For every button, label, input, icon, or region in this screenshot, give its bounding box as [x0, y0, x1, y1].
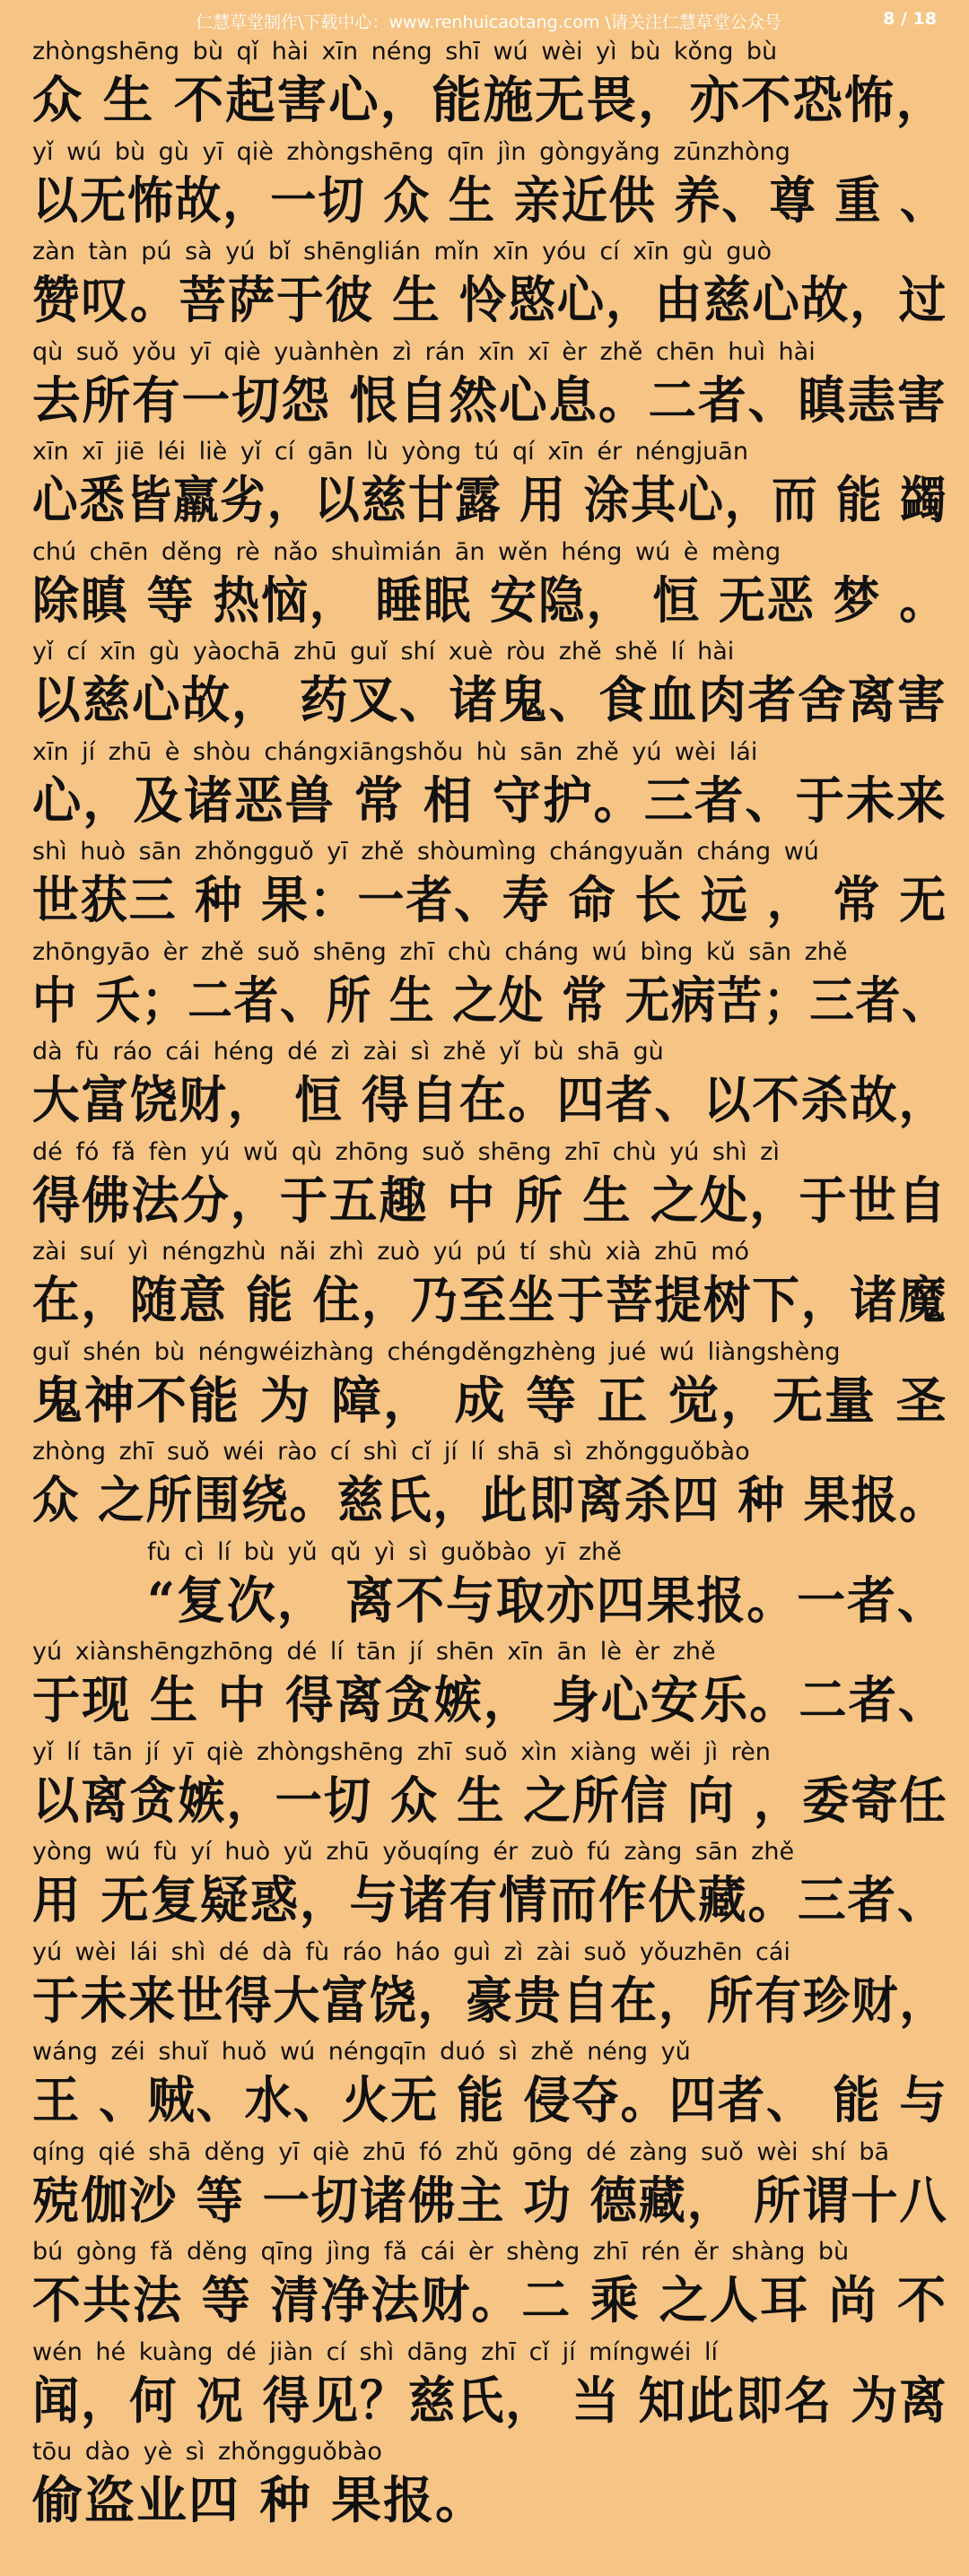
text-line: [32, 436, 947, 536]
chinese-line: 世获三 种 果：一者、寿 命 长 远 ， 常 无: [32, 871, 947, 930]
chinese-line: 心，及诸恶兽 常 相 守护。三者、于未来: [32, 770, 947, 831]
pinyin-line: fù cì lí bù yǔ qǔ yì sì guǒbào yī zhě: [147, 1537, 622, 1566]
chinese-line: 王 、贼、水、火无 能 侵夺。四者、 能 与: [32, 2071, 948, 2130]
chinese-line: 众 生 不起害心，能施无畏，亦不恐怖，: [32, 71, 947, 130]
chinese-line: 去所有一切怨 恨自然心息。二者、瞋恚害: [32, 370, 947, 431]
chinese-line: 于现 生 中 得离贪嫉， 身心安乐。二者、: [32, 1671, 947, 1730]
pinyin-line: yú xiànshēngzhōng dé lí tān jí shēn xīn ān lè èr zhě: [32, 1638, 716, 1666]
page-number: 8 / 18: [883, 9, 937, 29]
text-line: [32, 2436, 944, 2537]
text-line: [32, 336, 947, 437]
chinese-line: 殑伽沙 等 一切诸佛主 功 德藏， 所谓十八: [32, 2171, 948, 2231]
chinese-line: 以离贪嫉，一切 众 生 之所信 向 ，委寄任: [32, 1771, 948, 1831]
pinyin-line: yǐ wú bù gù yī qiè zhòngshēng qīn jìn gòngyǎng zūnzhòng: [32, 137, 790, 166]
pinyin-line: yǐ cí xīn gù yàochā zhū guǐ shí xuè ròu zhě shě lí hài: [32, 638, 735, 666]
text-line: [32, 2337, 948, 2437]
text-line: [32, 1436, 947, 1536]
chinese-line: 以无怖故，一切 众 生 亲近供 养、尊 重 、: [32, 170, 947, 231]
pinyin-line: dà fù ráo cái héng dé zì zài sì zhě yǐ bù shā gù: [32, 1038, 664, 1066]
pinyin-line: zhōngyāo èr zhě suǒ shēng zhī chù cháng wú bìng kǔ sān zhě: [32, 937, 848, 966]
pinyin-line: zhòng zhī suǒ wéi rào cí shì cǐ jí lí shā sì zhǒngguǒbào: [32, 1438, 750, 1466]
text-line: [32, 1136, 947, 1237]
text-line: [32, 1636, 947, 1736]
pinyin-line: wáng zéi shuǐ huǒ wú néngqīn duó sì zhě néng yǔ: [32, 2038, 691, 2066]
text-line: [32, 36, 947, 136]
pinyin-line: shì huò sān zhǒngguǒ yī zhě shòumìng chángyuǎn cháng wú: [32, 838, 819, 866]
chinese-line: “复次， 离不与取亦四果报。一者、: [147, 1571, 947, 1631]
pinyin-line: qù suǒ yǒu yī qiè yuànhèn zì rán xīn xī èr zhě chēn huì hài: [32, 337, 816, 366]
chinese-line: 不共法 等 清净法财。二 乘 之人耳 尚 不: [32, 2271, 947, 2330]
text-line: [32, 736, 947, 837]
source-credit: 仁慧草堂制作\下载中心：www.renhuicaotang.com \请关注仁慧草堂公众号: [196, 13, 781, 32]
text-line: [32, 1736, 948, 1837]
text-line: [32, 2036, 948, 2137]
text-line: [32, 2137, 948, 2237]
pinyin-line: yú wèi lái shì dé dà fù ráo háo guì zì zài suǒ yǒuzhēn cái: [32, 1937, 790, 1966]
text-line: [32, 1936, 947, 2037]
text-line: [32, 136, 947, 237]
text-line: [32, 1336, 948, 1437]
chinese-line: 得佛法分，于五趣 中 所 生 之处，于世自: [32, 1171, 947, 1231]
pinyin-line: yǐ lí tān jí yī qiè zhòngshēng zhī suǒ xìn xiàng wěi jì rèn: [32, 1737, 771, 1766]
pinyin-line: zàn tàn pú sà yú bǐ shēnglián mǐn xīn yóu cí xīn gù guò: [32, 238, 773, 265]
page-header: [0, 0, 969, 39]
text-line: [32, 2236, 947, 2337]
chinese-line: 鬼神不能 为 障， 成 等 正 觉，无量 圣: [32, 1371, 948, 1431]
chinese-line: 除瞋 等 热恼， 睡眠 安隐， 恒 无恶 梦 。: [32, 570, 947, 631]
text-line: [32, 636, 947, 736]
text-line: [32, 1536, 947, 1637]
pinyin-line: wén hé kuàng dé jiàn cí shì dāng zhī cǐ jí míngwéi lí: [32, 2337, 718, 2366]
chinese-line: 中 夭；二者、所 生 之处 常 无病苦；三者、: [32, 970, 948, 1031]
pinyin-line: tōu dào yè sì zhǒngguǒbào: [32, 2438, 382, 2466]
pinyin-line: xīn jí zhū è shòu chángxiāngshǒu hù sān zhě yú wèi lái: [32, 737, 758, 766]
text-line: [32, 836, 947, 936]
text-line: [32, 1036, 947, 1136]
chinese-line: 以慈心故， 药叉、诸鬼、食血肉者舍离害: [32, 671, 947, 730]
pinyin-line: guǐ shén bù néngwéizhàng chéngděngzhèng jué wú liàngshèng: [32, 1337, 841, 1366]
chinese-line: 于未来世得大富饶，豪贵自在，所有珍财，: [32, 1971, 947, 2031]
text-line: [32, 1236, 947, 1336]
pinyin-line: chú chēn děng rè nǎo shuìmián ān wěn héng wú è mèng: [32, 537, 781, 566]
chinese-line: 心悉皆羸劣，以慈甘露 用 涂其心，而 能 蠲: [32, 471, 947, 530]
text-line: [32, 936, 948, 1037]
chinese-line: 用 无复疑惑，与诸有情而作伏藏。三者、: [32, 1871, 947, 1930]
text-line: [32, 1836, 947, 1936]
chinese-line: 大富饶财， 恒 得自在。四者、以不杀故，: [32, 1071, 947, 1130]
pinyin-line: zài suí yì néngzhù nǎi zhì zuò yú pú tí shù xià zhū mó: [32, 1238, 750, 1266]
text-line: [32, 236, 947, 336]
pinyin-line: zhòngshēng bù qǐ hài xīn néng shī wú wèi yì bù kǒng bù: [32, 38, 778, 65]
chinese-line: 在，随意 能 住，乃至坐于菩提树下，诸魔: [32, 1271, 947, 1330]
pinyin-line: bú gòng fǎ děng qīng jìng fǎ cái èr shèng zhī rén ěr shàng bù: [32, 2238, 850, 2266]
text-line: [32, 536, 947, 637]
pinyin-line: dé fó fǎ fèn yú wǔ qù zhōng suǒ shēng zhī chù yú shì zì: [32, 1137, 780, 1166]
pinyin-line: yòng wú fù yí huò yǔ zhū yǒuqíng ér zuò fú zàng sān zhě: [32, 1838, 795, 1866]
chinese-line: 偷盗业四 种 果报。: [32, 2471, 487, 2530]
scripture-text: [32, 36, 948, 2537]
chinese-line: 闻，何 况 得见？慈氏， 当 知此即名 为离: [32, 2371, 948, 2431]
chinese-line: 赞叹。菩萨于彼 生 怜愍心，由慈心故，过: [32, 271, 947, 330]
chinese-line: 众 之所围绕。慈氏，此即离杀四 种 果报。: [32, 1471, 947, 1530]
pinyin-line: qíng qié shā děng yī qiè zhū fó zhǔ gōng dé zàng suǒ wèi shí bā: [32, 2137, 890, 2166]
pinyin-line: xīn xī jiē léi liè yǐ cí gān lù yòng tú qí xīn ér néngjuān: [32, 438, 748, 466]
